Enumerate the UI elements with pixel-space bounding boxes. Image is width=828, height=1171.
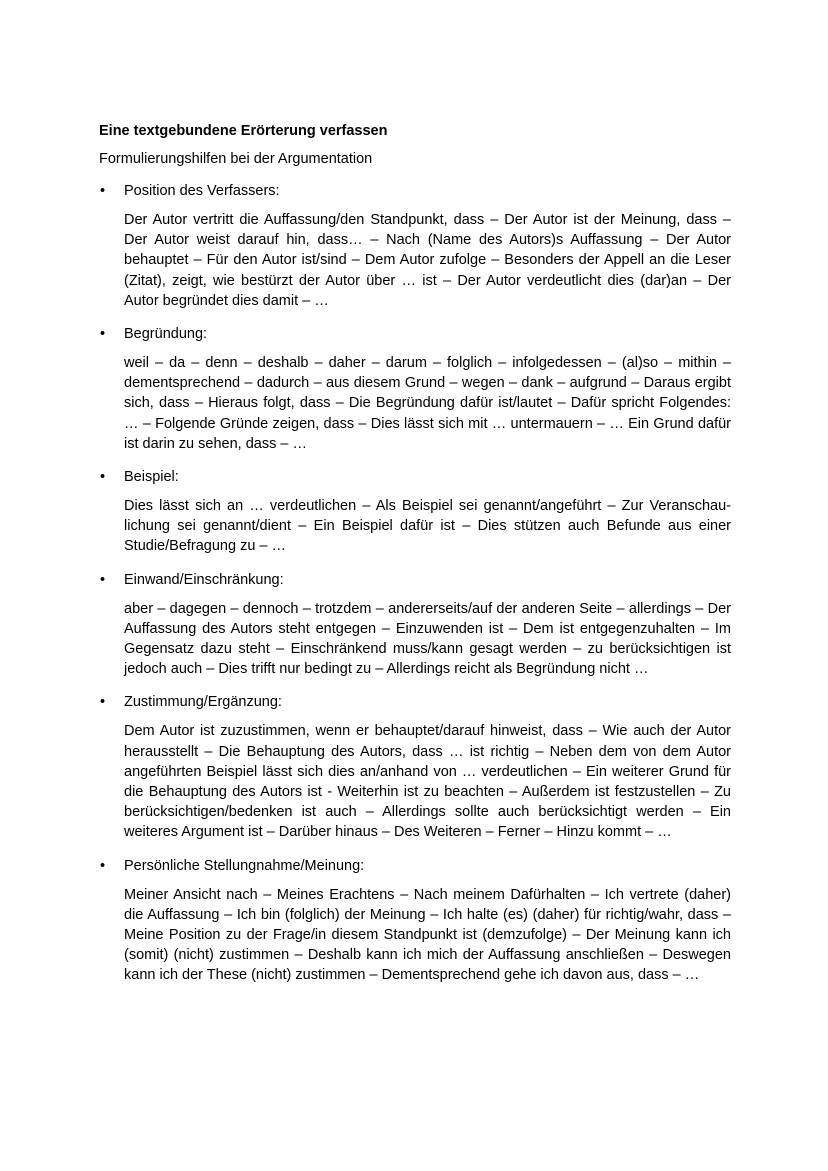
section-heading: Einwand/Einschränkung: [124,571,284,588]
section-beispiel [99,467,731,557]
section-heading: Begründung: [124,326,208,343]
bullet-icon: • [100,694,106,711]
document-title: Eine textgebundene Erörterung verfassen [99,123,388,139]
section-body: Dem Autor ist zuzustimmen, wenn er behauptet/darauf hinweist, dass – Wie auch der Autor herausstellt – Die Behauptung des Autors, dass … ist richtig – Neben dem von dem Autor angeführten Beispiel lässt sich dies an/anhand von … verdeutlichen – Ein weiterer Grund für die Behauptung des Autors ist - Weiterhin ist zu beachten – Außerdem ist festzustellen – Zu berücksichtigen/bedenken ist auch – Allerdings sollte auch berücksichtigt werden – Ein weiteres Argument ist – Darüber hinaus – Des Weiteren – Ferner – Hinzu kommt – … [124,723,731,841]
section-heading: Zustimmung/Ergänzung: [124,694,282,711]
bullet-icon: • [100,183,106,199]
section-body: Der Autor vertritt die Auffassung/den Standpunkt, dass – Der Autor ist der Meinung, dass – Der Autor weist darauf hin, dass… – Nach (Name des Autors)s Auffassung – Der Autor behauptet – Für den Autor ist/sind – Dem Autor zufolge – Besonders der Appell an die Leser (Zitat), zeigt, wie bestürzt der Autor über … ist – Der Autor verdeutlicht dies (dar)an – Der Autor begründet dies damit – … [124,212,731,309]
section-begruendung [99,324,731,454]
section-persoenliche-stellungnahme [99,856,731,986]
section-einwand-einschraenkung [99,570,731,680]
section-body: aber – dagegen – dennoch – trotzdem – andererseits/auf der anderen Seite – allerdings – Der Auffassung des Autors steht entgegen – Einzuwenden ist – Dem ist entgegenzuhalten – Im Gegensatz dazu steht – Einschränkend muss/kann gesagt werden – zu berücksichtigen ist jedoch auch – Dies trifft nur bedingt zu – Allerdings reicht als Begründung nicht … [124,600,731,678]
bullet-icon: • [100,571,106,588]
document-subtitle: Formulierungshilfen bei der Argumentation [99,151,373,167]
section-position-des-verfassers [99,181,731,311]
section-body: weil – da – denn – deshalb – daher – darum – folglich – infolgedessen – (al)so – mithin – dementsprechend – dadurch – aus diesem Grund – wegen – dank – aufgrund – Daraus ergibt sich, dass – Hieraus folgt, dass – Die Begründung dafür ist/lautet – Dafür spricht Folgendes: … – Folgende Gründe zeigen, dass – Dies lässt sich mit … untermauern – … Ein Grund dafür ist darin zu sehen, dass – … [124,355,731,452]
section-body: Dies lässt sich an … verdeutlichen – Als Beispiel sei genannt/angeführt – Zur Veranschaulichung sei genannt/dient – Ein Beispiel dafür ist – Dies stützen auch Befunde aus einer Studie/Befragung zu – … [124,498,731,555]
section-heading: Beispiel: [124,469,179,486]
bullet-icon: • [100,326,106,343]
bullet-icon: • [100,469,106,486]
section-heading: Persönliche Stellungnahme/Meinung: [124,857,365,874]
section-body: Meiner Ansicht nach – Meines Erachtens – Nach meinem Dafürhalten – Ich vertrete (daher) die Auffassung – Ich bin (folglich) der Meinung – Ich halte (es) (daher) für richtig/wahr, dass – Meine Position zu der Frage/in diesem Standpunkt ist (demzufolge) – Der Meinung kann ich (somit) (nicht) zustimmen – Deshalb kann ich mich der Auffassung anschließen – Deswegen kann ich der These (nicht) zustimmen – Dementsprechend gehe ich davon aus, dass – … [124,886,731,984]
section-heading: Position des Verfassers: [124,183,280,199]
section-zustimmung-ergaenzung [99,692,731,842]
bullet-icon: • [100,857,106,874]
document-page [99,121,731,999]
